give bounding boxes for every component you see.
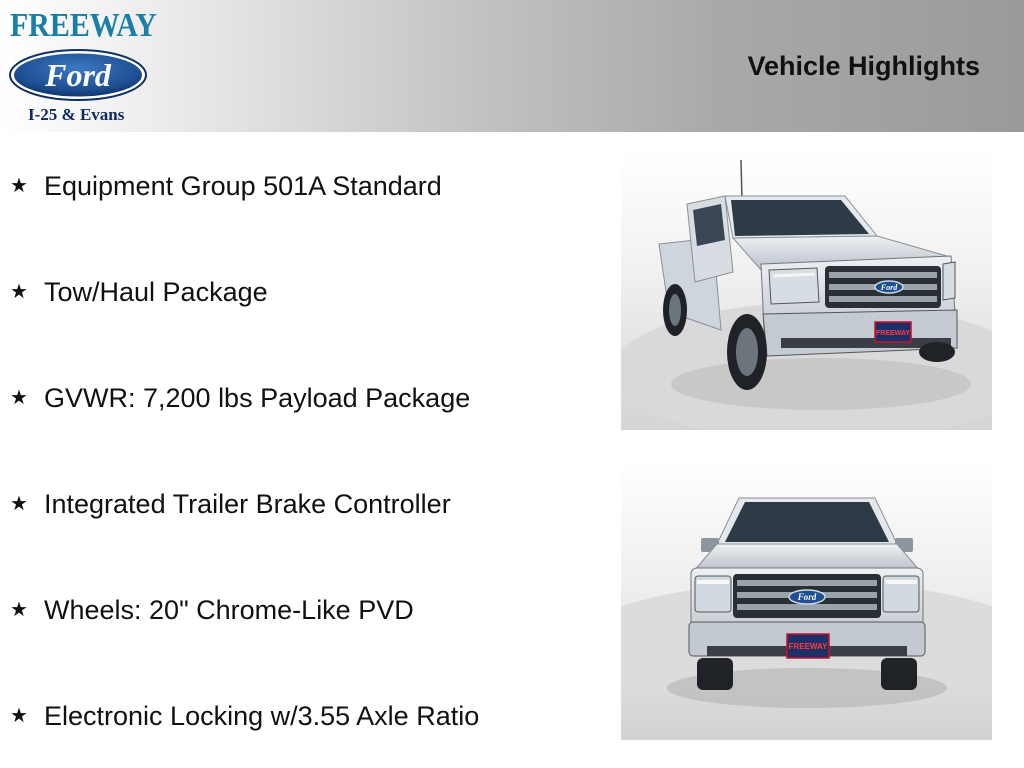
highlight-text: Wheels: 20" Chrome-Like PVD (44, 595, 414, 625)
highlight-text: Integrated Trailer Brake Controller (44, 489, 451, 519)
logo-dealer-name: FREEWAY (10, 7, 157, 44)
highlight-item (10, 376, 470, 420)
ford-oval-text: Ford (45, 57, 111, 93)
page-title: Vehicle Highlights (747, 51, 980, 81)
truck-badge: Ford (880, 283, 898, 292)
star-icon: ★ (10, 705, 28, 727)
truck-plate: FREEWAY (876, 330, 910, 337)
page-header (0, 0, 1024, 132)
star-icon: ★ (10, 493, 28, 515)
highlight-text: GVWR: 7,200 lbs Payload Package (44, 383, 471, 413)
ford-oval-logo (8, 48, 148, 102)
highlight-item (10, 588, 414, 632)
highlight-item (10, 482, 451, 526)
highlight-item (10, 694, 479, 738)
truck-front-illustration (621, 462, 992, 740)
logo-location: I-25 & Evans (28, 105, 125, 124)
star-icon: ★ (10, 599, 28, 621)
truck-photo-angle[interactable] (621, 152, 992, 430)
highlight-text: Equipment Group 501A Standard (44, 171, 442, 201)
highlight-text: Tow/Haul Package (44, 277, 268, 307)
truck-badge: Ford (797, 592, 817, 602)
dealer-logo[interactable] (6, 6, 157, 128)
truck-plate: FREEWAY (788, 642, 828, 651)
highlight-text: Electronic Locking w/3.55 Axle Ratio (44, 701, 480, 731)
star-icon: ★ (10, 281, 28, 303)
highlight-item (10, 270, 268, 314)
highlight-item (10, 164, 442, 208)
star-icon: ★ (10, 387, 28, 409)
truck-angle-illustration (621, 152, 992, 430)
truck-photo-front[interactable] (621, 462, 992, 740)
star-icon: ★ (10, 175, 28, 197)
